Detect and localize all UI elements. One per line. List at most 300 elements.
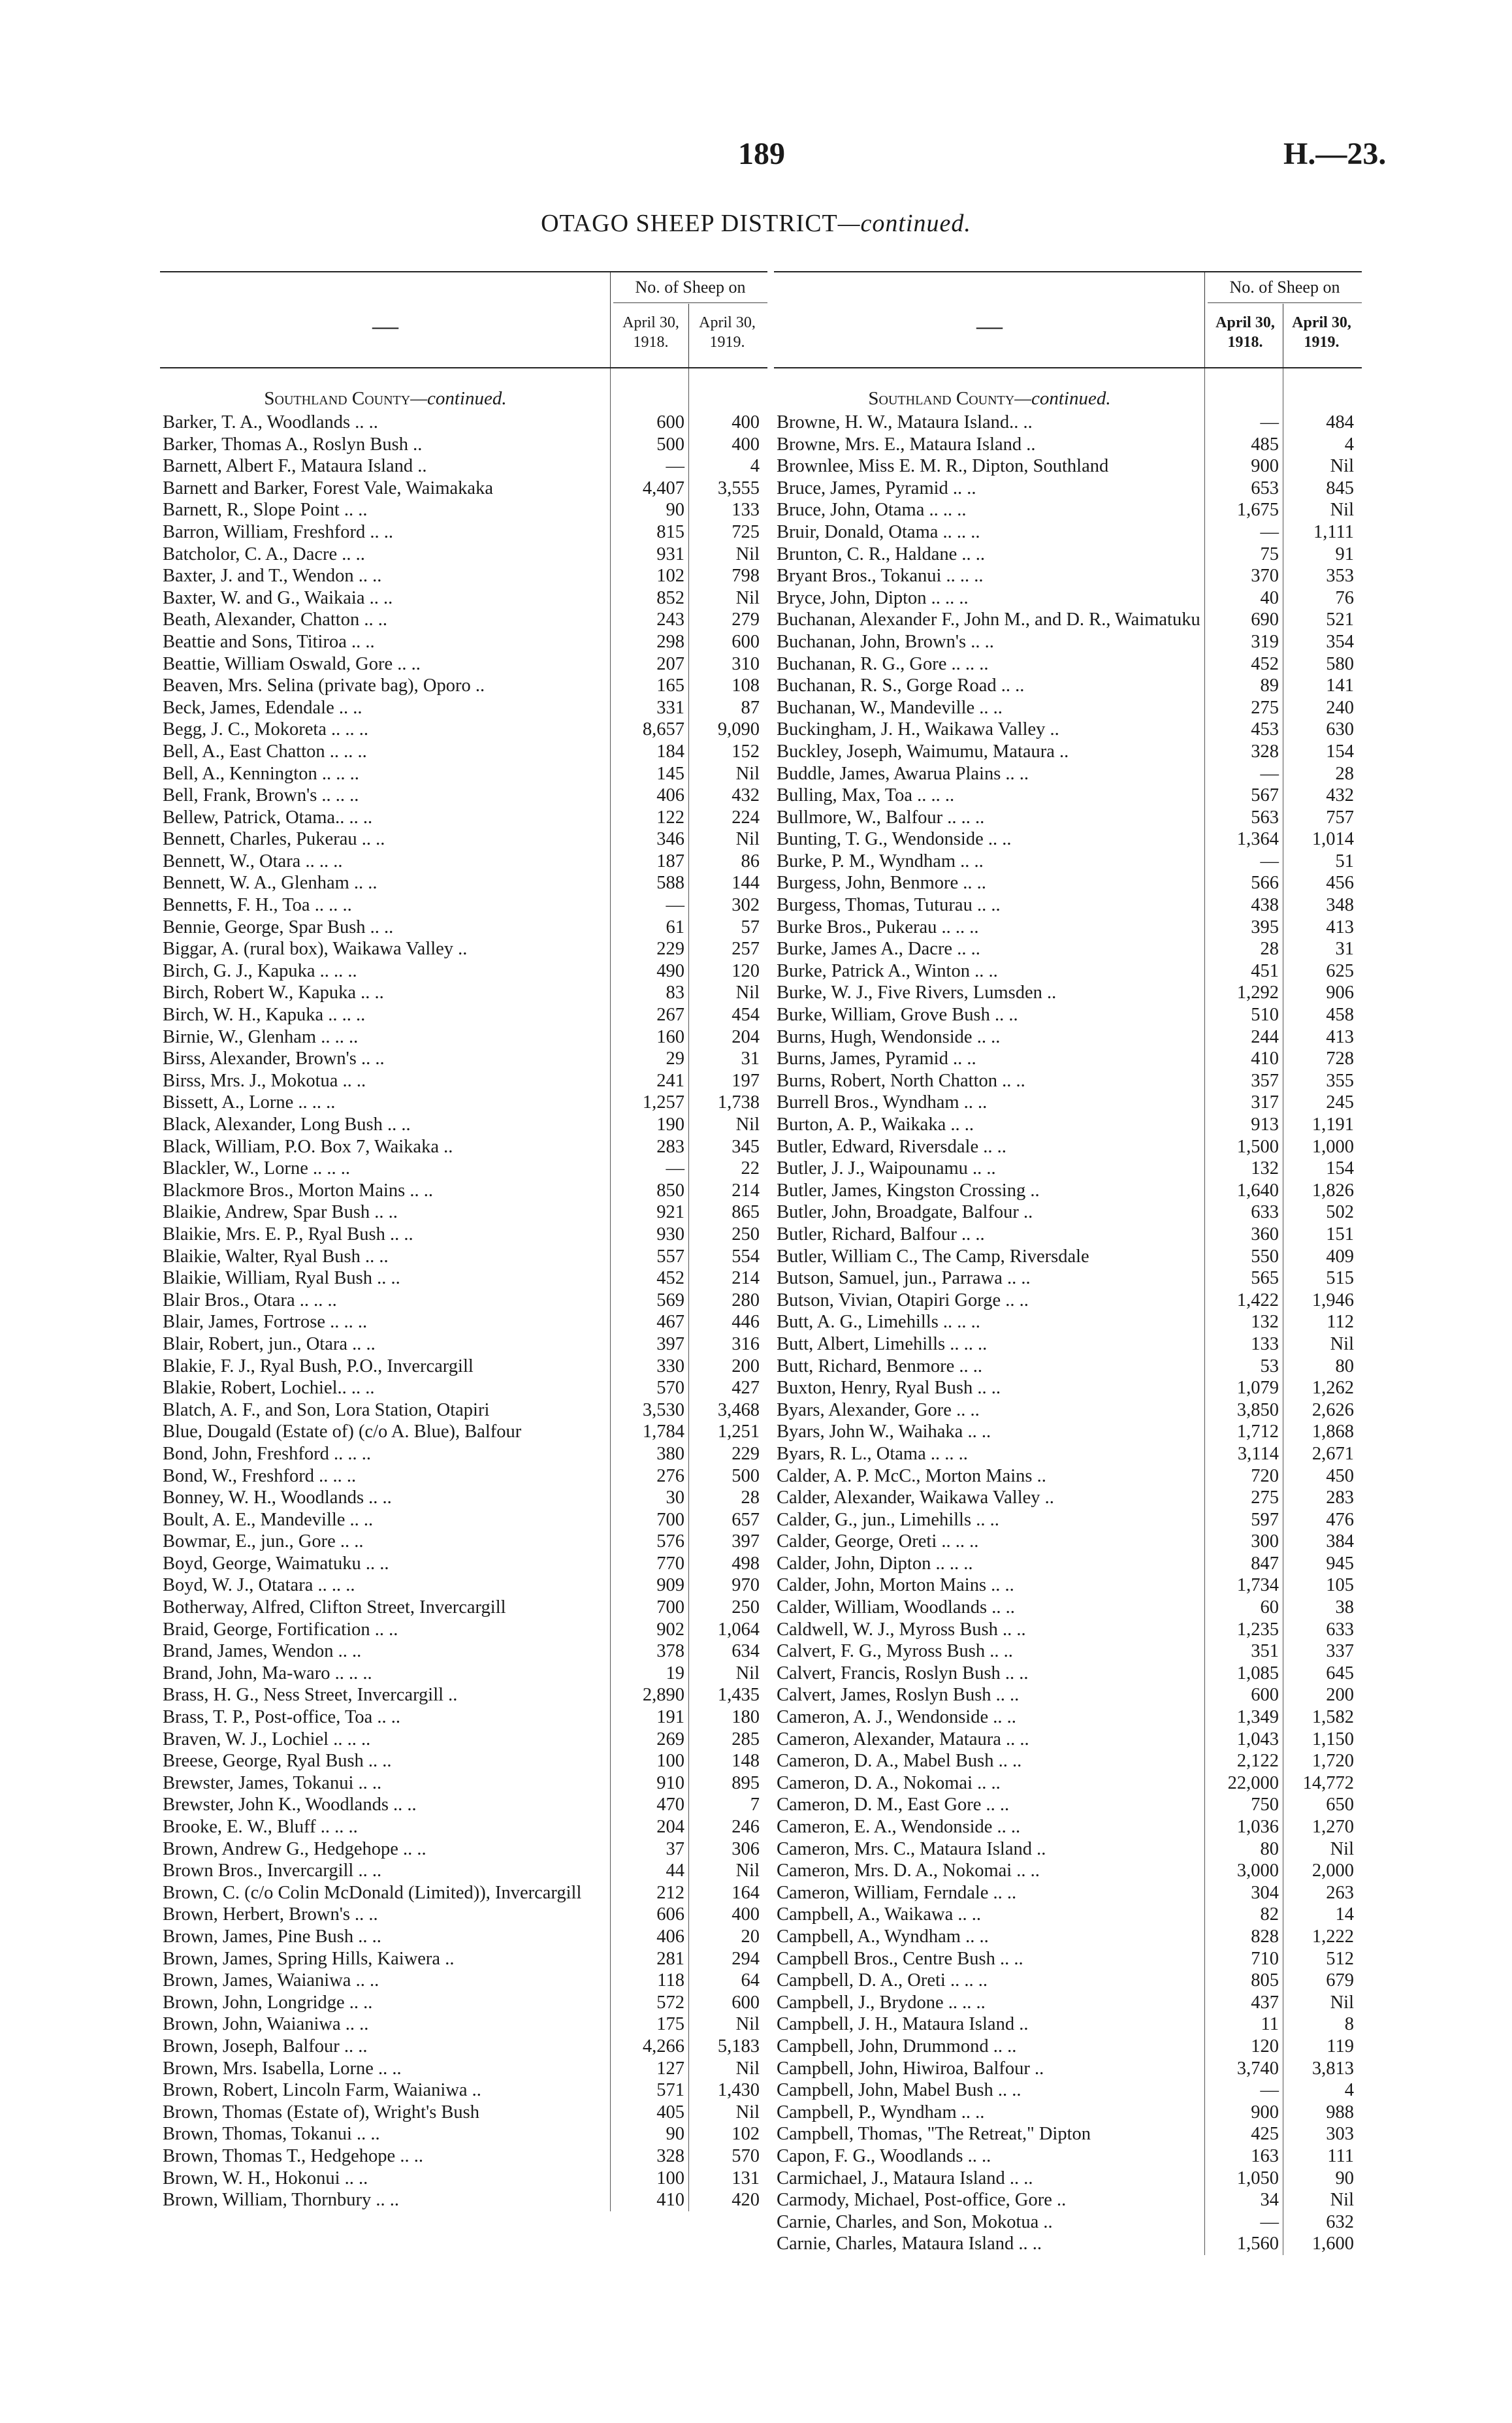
owner-name-cell: Butler, J. J., Waipounamu .. .. [777, 1158, 996, 1179]
sheep-1918-cell: 19 [666, 1663, 684, 1683]
left-table-body [160, 368, 767, 2211]
sheep-1918-cell: 319 [1251, 631, 1279, 652]
table-row [774, 2233, 1362, 2255]
sheep-1919-cell: 450 [1326, 1465, 1354, 1486]
sheep-1919-cell: 90 [1335, 2168, 1354, 2188]
table-row [160, 1663, 767, 1685]
owner-name-cell: Burke Bros., Pukerau .. .. .. [777, 917, 979, 937]
owner-name-cell: Burke, William, Grove Bush .. .. [777, 1005, 1018, 1026]
sheep-1919-cell: 9,090 [717, 719, 760, 740]
right-section-name: Southland County [868, 388, 1015, 409]
right-year2-line2: 1919. [1304, 334, 1340, 351]
sheep-1919-cell: 303 [1326, 2124, 1354, 2145]
owner-name-cell: Calder, John, Dipton .. .. .. [777, 1553, 973, 1574]
owner-name-cell: Birch, Robert W., Kapuka .. .. [163, 983, 384, 1003]
table-row [160, 631, 767, 653]
sheep-1918-cell: 90 [666, 2124, 684, 2145]
table-row [774, 828, 1362, 851]
sheep-1919-cell: 1,000 [1311, 1136, 1354, 1157]
left-section-name: Southland County [264, 388, 411, 409]
sheep-1918-cell: 1,640 [1236, 1180, 1279, 1201]
owner-name-cell: Campbell, J. H., Mataura Island .. [777, 2014, 1029, 2035]
sheep-1918-cell: 191 [656, 1707, 684, 1728]
sheep-1918-cell: 815 [656, 521, 684, 542]
owner-name-cell: Campbell, A., Wyndham .. .. [777, 1926, 989, 1947]
table-row [774, 2211, 1362, 2234]
sheep-1919-cell: 151 [1326, 1224, 1354, 1244]
sheep-1919-cell: 600 [732, 1992, 760, 2013]
owner-name-cell: Campbell, John, Drummond .. .. [777, 2036, 1017, 2057]
sheep-1918-cell: 410 [656, 2190, 684, 2211]
sheep-1919-cell: 214 [732, 1180, 760, 1201]
sheep-1918-cell: 90 [666, 500, 684, 521]
sheep-1918-cell: 132 [1251, 1312, 1279, 1333]
owner-name-cell: Buchanan, R. G., Gore .. .. .. [777, 653, 989, 674]
owner-name-cell: Byars, John W., Waihaka .. .. [777, 1422, 991, 1442]
sheep-1918-cell: 437 [1251, 1992, 1279, 2013]
sheep-1919-cell: 154 [1326, 1158, 1354, 1179]
sheep-1918-cell: 370 [1251, 566, 1279, 587]
table-row [160, 521, 767, 544]
left-year2-header [690, 313, 765, 352]
sheep-1918-cell: 102 [656, 566, 684, 587]
left-sheep-heading: No. of Sheep on [613, 278, 767, 303]
sheep-1919-cell: 57 [741, 917, 760, 937]
owner-name-cell: Bruce, James, Pyramid .. .. [777, 478, 976, 498]
table-row [774, 1048, 1362, 1070]
table-row [774, 1443, 1362, 1465]
table-row [160, 1136, 767, 1158]
sheep-1918-cell: 207 [656, 653, 684, 674]
sheep-1919-cell: 245 [1326, 1092, 1354, 1113]
sheep-1918-cell: — [1260, 2080, 1279, 2101]
owner-name-cell: Cameron, D. A., Nokomai .. .. [777, 1772, 1001, 1793]
table-row [160, 1706, 767, 1729]
sheep-1919-cell: 20 [741, 1926, 760, 1947]
table-row [774, 521, 1362, 544]
owner-name-cell: Beattie, William Oswald, Gore .. .. [163, 653, 421, 674]
owner-name-cell: Burke, W. J., Five Rivers, Lumsden .. [777, 983, 1057, 1003]
table-row [774, 1574, 1362, 1597]
sheep-1918-cell: 283 [656, 1136, 684, 1157]
sheep-1919-cell: 306 [732, 1838, 760, 1859]
owner-name-cell: Butler, Edward, Riversdale .. .. [777, 1136, 1006, 1157]
sheep-1919-cell: 240 [1326, 697, 1354, 718]
owner-name-cell: Bullmore, W., Balfour .. .. .. [777, 807, 985, 828]
table-row [774, 2036, 1362, 2058]
sheep-1919-cell: 570 [732, 2145, 760, 2166]
sheep-1918-cell: 606 [656, 1904, 684, 1925]
owner-name-cell: Cameron, Mrs. C., Mataura Island .. [777, 1838, 1046, 1859]
sheep-1919-cell: 554 [732, 1246, 760, 1267]
owner-name-cell: Black, Alexander, Long Bush .. .. [163, 1114, 411, 1135]
table-row [774, 565, 1362, 587]
sheep-1918-cell: 913 [1251, 1114, 1279, 1135]
table-row [160, 763, 767, 785]
sheep-1919-cell: 141 [1326, 675, 1354, 696]
owner-name-cell: Burke, P. M., Wyndham .. .. [777, 851, 984, 871]
owner-name-cell: Brown, James, Pine Bush .. .. [163, 1926, 381, 1947]
table-row [774, 1619, 1362, 1641]
owner-name-cell: Brown, John, Longridge .. .. [163, 1992, 373, 2013]
owner-name-cell: Blakie, F. J., Ryal Bush, P.O., Invercargill [163, 1356, 474, 1376]
table-row [774, 1750, 1362, 1772]
sheep-1919-cell: 420 [732, 2190, 760, 2211]
table-row [160, 2145, 767, 2168]
owner-name-cell: Boyd, W. J., Otatara .. .. .. [163, 1575, 355, 1596]
table-row [160, 938, 767, 960]
sheep-1919-cell: Nil [1330, 1992, 1354, 2013]
owner-name-cell: Beaven, Mrs. Selina (private bag), Oporo .. [163, 675, 485, 696]
sheep-1918-cell: 490 [656, 960, 684, 981]
owner-name-cell: Blakie, Robert, Lochiel.. .. .. [163, 1378, 375, 1399]
sheep-1918-cell: 570 [656, 1378, 684, 1399]
sheep-1919-cell: 845 [1326, 478, 1354, 498]
table-row [774, 1684, 1362, 1706]
left-year1-line2: 1918. [633, 334, 669, 351]
table-row [160, 917, 767, 939]
sheep-1918-cell: — [1260, 763, 1279, 784]
owner-name-cell: Bennetts, F. H., Toa .. .. .. [163, 895, 352, 916]
owner-name-cell: Bell, A., East Chatton .. .. .. [163, 741, 367, 762]
sheep-1918-cell: 378 [656, 1641, 684, 1662]
owner-name-cell: Calder, John, Morton Mains .. .. [777, 1575, 1014, 1596]
sheep-1918-cell: 451 [1251, 960, 1279, 981]
owner-name-cell: Blaikie, Walter, Ryal Bush .. .. [163, 1246, 389, 1267]
owner-name-cell: Brass, T. P., Post-office, Toa .. .. [163, 1707, 401, 1728]
table-row [160, 1026, 767, 1049]
sheep-1919-cell: Nil [735, 1861, 760, 1881]
table-row [160, 2079, 767, 2102]
table-row [774, 1970, 1362, 1992]
sheep-1919-cell: 521 [1326, 610, 1354, 630]
sheep-1919-cell: 454 [732, 1005, 760, 1026]
table-row [160, 1421, 767, 1443]
sheep-1919-cell: Nil [735, 2014, 760, 2035]
sheep-1919-cell: 945 [1326, 1553, 1354, 1574]
table-row [774, 2013, 1362, 2036]
table-row [160, 1729, 767, 1751]
sheep-1918-cell: 600 [1251, 1685, 1279, 1706]
sheep-1919-cell: 197 [732, 1070, 760, 1091]
owner-name-cell: Barnett, Albert F., Mataura Island .. [163, 456, 427, 477]
sheep-1919-cell: 725 [732, 521, 760, 542]
owner-name-cell: Campbell, J., Brydone .. .. .. [777, 1992, 986, 2013]
table-row [160, 565, 767, 587]
table-row [774, 1487, 1362, 1509]
sheep-1918-cell: 405 [656, 2102, 684, 2122]
sheep-1918-cell: — [666, 1158, 684, 1179]
sheep-1918-cell: 241 [656, 1070, 684, 1091]
sheep-1918-cell: 331 [656, 697, 684, 718]
owner-name-cell: Beattie and Sons, Titiroa .. .. [163, 631, 375, 652]
owner-name-cell: Blue, Dougald (Estate of) (c/o A. Blue), Balfour [163, 1422, 522, 1442]
sheep-1918-cell: 1,712 [1236, 1422, 1279, 1442]
sheep-1919-cell: 657 [732, 1509, 760, 1530]
table-row [160, 1531, 767, 1553]
sheep-1919-cell: 4 [1344, 434, 1354, 455]
table-row [160, 1356, 767, 1378]
owner-name-cell: Bellew, Patrick, Otama.. .. .. [163, 807, 373, 828]
sheep-1918-cell: 406 [656, 1926, 684, 1947]
sheep-1919-cell: 1,270 [1311, 1817, 1354, 1837]
sheep-1919-cell: Nil [735, 1663, 760, 1683]
owner-name-cell: Cameron, E. A., Wendonside .. .. [777, 1817, 1021, 1837]
sheep-1918-cell: 410 [1251, 1049, 1279, 1069]
sheep-1919-cell: 1,222 [1311, 1926, 1354, 1947]
owner-name-cell: Bell, Frank, Brown's .. .. .. [163, 785, 359, 806]
right-body-divider [1204, 368, 1205, 2255]
owner-name-cell: Campbell, Thomas, "The Retreat," Dipton [777, 2124, 1091, 2145]
sheep-1918-cell: 2,890 [642, 1685, 684, 1706]
table-row [160, 2102, 767, 2124]
sheep-1918-cell: 145 [656, 763, 684, 784]
table-row [160, 1684, 767, 1706]
left-header-divider [610, 272, 611, 367]
sheep-1919-cell: 512 [1326, 1948, 1354, 1969]
sheep-1919-cell: 348 [1326, 895, 1354, 916]
sheep-1918-cell: 710 [1251, 1948, 1279, 1969]
sheep-1918-cell: 406 [656, 785, 684, 806]
sheep-1918-cell: 566 [1251, 873, 1279, 894]
table-row [774, 1026, 1362, 1049]
sheep-1919-cell: 400 [732, 412, 760, 432]
sheep-1919-cell: 458 [1326, 1005, 1354, 1026]
table-row [160, 455, 767, 478]
sheep-1918-cell: 118 [657, 1970, 684, 1991]
table-row [160, 1992, 767, 2014]
sheep-1918-cell: 805 [1251, 1970, 1279, 1991]
owner-name-cell: Braid, George, Fortification .. .. [163, 1619, 398, 1640]
table-row [774, 785, 1362, 807]
owner-name-cell: Bryant Bros., Tokanui .. .. .. [777, 566, 984, 587]
sheep-1918-cell: 244 [1251, 1026, 1279, 1047]
sheep-1919-cell: 515 [1326, 1268, 1354, 1289]
sheep-1918-cell: 357 [1251, 1070, 1279, 1091]
owner-name-cell: Brown, Thomas (Estate of), Wright's Bush [163, 2102, 480, 2122]
sheep-1919-cell: 679 [1326, 1970, 1354, 1991]
table-row [160, 1399, 767, 1422]
table-row [774, 1772, 1362, 1795]
sheep-1918-cell: 44 [666, 1861, 684, 1881]
sheep-1918-cell: 276 [656, 1465, 684, 1486]
page-title [0, 209, 1512, 238]
sheep-1918-cell: 269 [656, 1729, 684, 1749]
table-row [160, 1180, 767, 1202]
table-row [774, 1816, 1362, 1838]
table-row [160, 653, 767, 675]
sheep-1919-cell: 64 [741, 1970, 760, 1991]
sheep-1919-cell: 1,738 [717, 1092, 760, 1113]
table-row [774, 1706, 1362, 1729]
sheep-1919-cell: 1,150 [1311, 1729, 1354, 1749]
owner-name-cell: Byars, R. L., Otama .. .. .. [777, 1443, 968, 1464]
sheep-1919-cell: 413 [1326, 1026, 1354, 1047]
owner-name-cell: Brand, James, Wendon .. .. [163, 1641, 362, 1662]
table-row [160, 1246, 767, 1268]
sheep-1919-cell: 409 [1326, 1246, 1354, 1267]
sheep-1919-cell: 8 [1344, 2014, 1354, 2035]
sheep-1919-cell: 632 [1326, 2211, 1354, 2232]
sheep-1918-cell: 204 [656, 1817, 684, 1837]
sheep-1919-cell: 1,014 [1311, 829, 1354, 850]
table-row [774, 499, 1362, 521]
sheep-1919-cell: 148 [732, 1751, 760, 1772]
sheep-1918-cell: 1,500 [1236, 1136, 1279, 1157]
owner-name-cell: Butler, William C., The Camp, Riversdale [777, 1246, 1089, 1267]
sheep-1919-cell: 2,671 [1311, 1443, 1354, 1464]
sheep-1918-cell: 1,036 [1236, 1817, 1279, 1837]
sheep-1919-cell: 625 [1326, 960, 1354, 981]
left-year2-line2: 1919. [709, 334, 745, 351]
table-row [160, 2036, 767, 2058]
sheep-1919-cell: 7 [750, 1795, 760, 1815]
owner-name-cell: Bryce, John, Dipton .. .. .. [777, 587, 969, 608]
sheep-1918-cell: — [666, 895, 684, 916]
sheep-1918-cell: 8,657 [642, 719, 684, 740]
sheep-1918-cell: 60 [1260, 1597, 1279, 1618]
right-table-body [774, 368, 1362, 2255]
sheep-1918-cell: 452 [1251, 653, 1279, 674]
sheep-1919-cell: 28 [1335, 763, 1354, 784]
sheep-1918-cell: 470 [656, 1795, 684, 1815]
table-row [160, 1201, 767, 1224]
sheep-1918-cell: 187 [656, 851, 684, 871]
sheep-1918-cell: 930 [656, 1224, 684, 1244]
owner-name-cell: Bunting, T. G., Wendonside .. .. [777, 829, 1012, 850]
left-year1-header [613, 313, 688, 352]
sheep-1918-cell: — [1260, 2211, 1279, 2232]
owner-name-cell: Barker, Thomas A., Roslyn Bush .. [163, 434, 423, 455]
sheep-1918-cell: 100 [656, 1751, 684, 1772]
table-row [160, 1640, 767, 1663]
sheep-1918-cell: — [1260, 851, 1279, 871]
sheep-1918-cell: 190 [656, 1114, 684, 1135]
left-header-year-divider [688, 304, 689, 367]
table-row [160, 1948, 767, 1970]
sheep-1918-cell: 11 [1261, 2014, 1279, 2035]
sheep-1918-cell: 567 [1251, 785, 1279, 806]
left-year2-line1: April 30, [699, 314, 756, 331]
table-row [774, 1180, 1362, 1202]
table-row [774, 697, 1362, 719]
sheep-1919-cell: 112 [1327, 1312, 1354, 1333]
owner-name-cell: Blair Bros., Otara .. .. .. [163, 1290, 337, 1310]
table-row [774, 1356, 1362, 1378]
table-row [774, 2102, 1362, 2124]
sheep-1919-cell: 427 [732, 1378, 760, 1399]
owner-name-cell: Buchanan, Alexander F., John M., and D. R., Waimatuku [777, 610, 1200, 630]
table-row [774, 1092, 1362, 1114]
owner-name-cell: Brown, William, Thornbury .. .. [163, 2190, 399, 2211]
owner-name-cell: Brown, Thomas, Tokanui .. .. [163, 2124, 380, 2145]
sheep-1919-cell: 1,720 [1311, 1751, 1354, 1772]
sheep-1919-cell: 133 [732, 500, 760, 521]
owner-name-cell: Burgess, John, Benmore .. .. [777, 873, 986, 894]
sheep-1918-cell: 61 [666, 917, 684, 937]
table-row [160, 1794, 767, 1816]
table-row [774, 1553, 1362, 1575]
owner-name-cell: Burns, Hugh, Wendonside .. .. [777, 1026, 1001, 1047]
owner-name-cell: Burke, James A., Dacre .. .. [777, 939, 980, 960]
owner-name-cell: Blaikie, Andrew, Spar Bush .. .. [163, 1202, 398, 1223]
sheep-1919-cell: 446 [732, 1312, 760, 1333]
sheep-1918-cell: 351 [1251, 1641, 1279, 1662]
sheep-1918-cell: 633 [1251, 1202, 1279, 1223]
sheep-1919-cell: 14,772 [1302, 1772, 1354, 1793]
table-row [774, 1904, 1362, 1926]
left-year1-line1: April 30, [622, 314, 679, 331]
owner-name-cell: Bennett, Charles, Pukerau .. .. [163, 829, 385, 850]
sheep-1919-cell: 229 [732, 1443, 760, 1464]
table-row [160, 609, 767, 631]
table-row [774, 455, 1362, 478]
table-row [160, 1004, 767, 1026]
sheep-1919-cell: 257 [732, 939, 760, 960]
sheep-1918-cell: 653 [1251, 478, 1279, 498]
sheep-1918-cell: 395 [1251, 917, 1279, 937]
table-row [774, 1267, 1362, 1290]
owner-name-cell: Carnie, Charles, and Son, Mokotua .. [777, 2211, 1053, 2232]
table-row [160, 2058, 767, 2080]
sheep-1919-cell: 498 [732, 1553, 760, 1574]
owner-name-cell: Carmichael, J., Mataura Island .. .. [777, 2168, 1033, 2188]
owner-name-cell: Buxton, Henry, Ryal Bush .. .. [777, 1378, 1001, 1399]
sheep-1918-cell: 397 [656, 1333, 684, 1354]
table-row [160, 851, 767, 873]
table-row [774, 2168, 1362, 2190]
sheep-1918-cell: 576 [656, 1531, 684, 1552]
sheep-1919-cell: Nil [1330, 2190, 1354, 2211]
table-row [774, 1201, 1362, 1224]
table-row [774, 1882, 1362, 1904]
sheep-1918-cell: 900 [1251, 2102, 1279, 2122]
owner-name-cell: Birch, W. H., Kapuka .. .. .. [163, 1005, 366, 1026]
sheep-1918-cell: 909 [656, 1575, 684, 1596]
sheep-1918-cell: 1,675 [1236, 500, 1279, 521]
sheep-1918-cell: 89 [1260, 675, 1279, 696]
table-row [160, 1377, 767, 1399]
sheep-1918-cell: 300 [1251, 1531, 1279, 1552]
owner-name-cell: Calvert, James, Roslyn Bush .. .. [777, 1685, 1020, 1706]
left-section-heading [160, 368, 767, 412]
sheep-1919-cell: 214 [732, 1268, 760, 1289]
sheep-1918-cell: 83 [666, 983, 684, 1003]
owner-name-cell: Campbell, John, Mabel Bush .. .. [777, 2080, 1021, 2101]
sheep-1919-cell: 1,430 [717, 2080, 760, 2101]
owner-name-cell: Campbell Bros., Centre Bush .. .. [777, 1948, 1023, 1969]
table-row [160, 1597, 767, 1619]
sheep-1919-cell: 5,183 [717, 2036, 760, 2057]
table-row [160, 675, 767, 697]
owner-name-cell: Campbell, D. A., Oreti .. .. .. [777, 1970, 988, 1991]
sheep-1919-cell: 634 [732, 1641, 760, 1662]
sheep-1918-cell: 267 [656, 1005, 684, 1026]
sheep-1918-cell: 184 [656, 741, 684, 762]
sheep-1919-cell: 1,582 [1311, 1707, 1354, 1728]
sheep-1919-cell: 316 [732, 1333, 760, 1354]
sheep-1919-cell: 2,000 [1311, 1861, 1354, 1881]
sheep-1918-cell: 317 [1251, 1092, 1279, 1113]
table-row [774, 2189, 1362, 2211]
owner-name-cell: Boult, A. E., Mandeville .. .. [163, 1509, 374, 1530]
owner-name-cell: Barker, T. A., Woodlands .. .. [163, 412, 378, 432]
sheep-1918-cell: 298 [656, 631, 684, 652]
owner-name-cell: Butson, Vivian, Otapiri Gorge .. .. [777, 1290, 1029, 1310]
table-row [774, 2058, 1362, 2080]
sheep-1919-cell: 119 [1327, 2036, 1354, 2057]
sheep-1918-cell: 4,407 [642, 478, 684, 498]
